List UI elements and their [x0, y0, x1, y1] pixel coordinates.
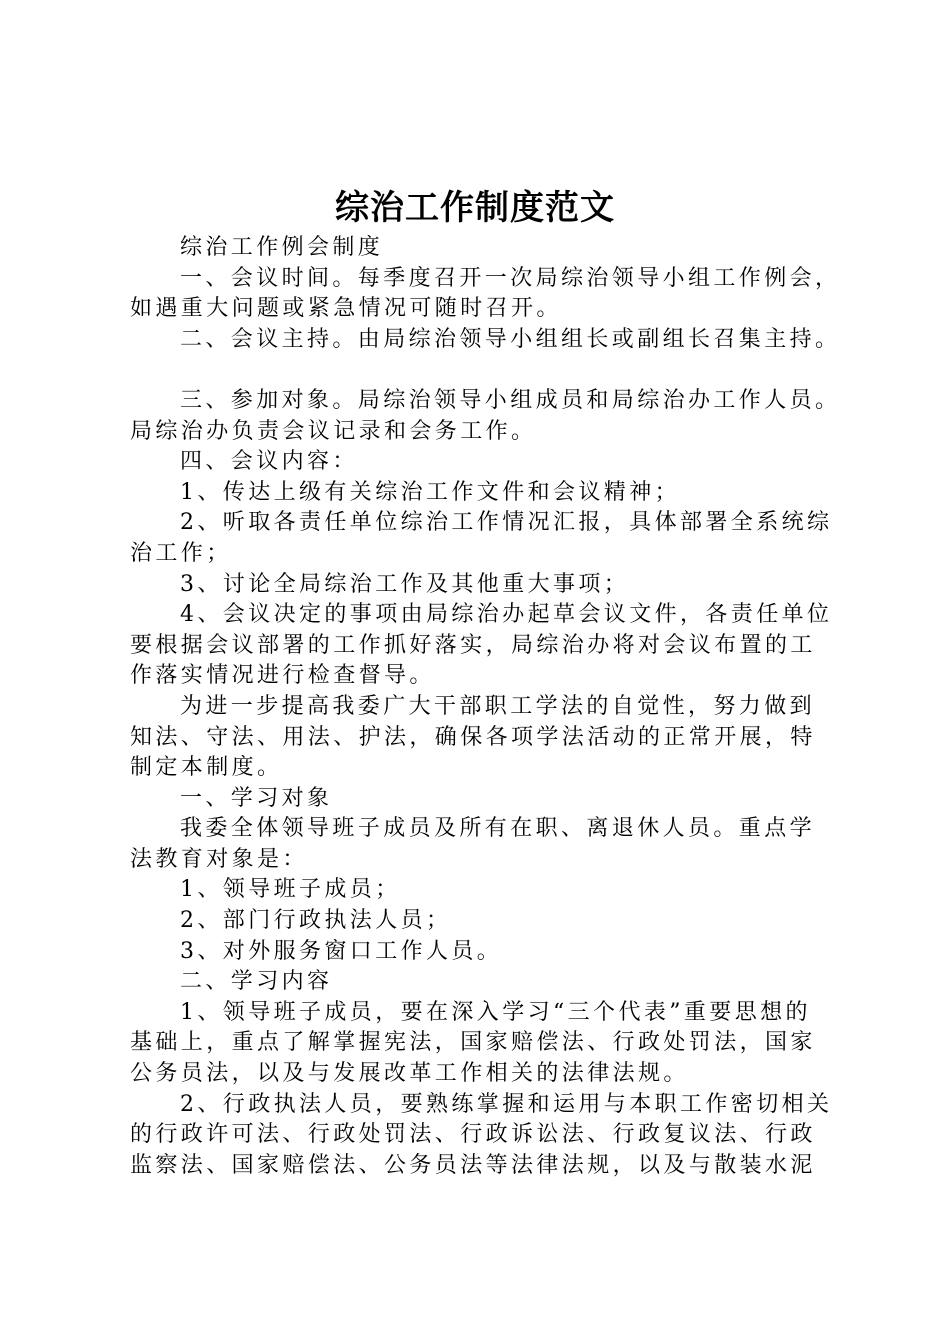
text-line: 局综治办负责会议记录和会务工作。 [130, 418, 537, 444]
text-line: 3、对外服务窗口工作人员。 [180, 938, 503, 964]
text-line: 综治工作例会制度 [180, 235, 384, 260]
text-line: 法教育对象是： [130, 846, 308, 872]
text-line: 三、参加对象。局综治领导小组成员和局综治办工作人员。 [180, 387, 841, 413]
text-line: 基础上，重点了解掌握宪法，国家赔偿法、行政处罚法，国家 [130, 1030, 816, 1056]
text-line: 2、部门行政执法人员； [180, 908, 452, 934]
paragraph [130, 447, 832, 478]
text-line: 1、领导班子成员； [180, 877, 401, 903]
text-line: 要根据会议部署的工作抓好落实，局综治办将对会议布置的工 [130, 632, 816, 658]
text-line: 4、会议决定的事项由局综治办起草会议文件，各责任单位 [180, 602, 833, 628]
text-line: 2、听取各责任单位综治工作情况汇报，具体部署全系统综 [180, 510, 833, 536]
text-line: 公务员法，以及与发展改革工作相关的法律法规。 [130, 1061, 689, 1087]
document-body [130, 233, 841, 1181]
text-line: 二、学习内容 [180, 969, 333, 995]
text-line: 治工作； [130, 540, 232, 566]
text-line: 知法、守法、用法、护法，确保各项学法活动的正常开展，特 [130, 724, 816, 750]
paragraph [130, 478, 832, 509]
text-line: 如遇重大问题或紧急情况可随时召开。 [130, 296, 562, 322]
document-title: 综治工作制度范文 [335, 188, 615, 228]
paragraph [130, 1090, 832, 1182]
paragraph [130, 233, 832, 264]
paragraph [130, 998, 832, 1090]
text-line: 为进一步提高我委广大干部职工学法的自觉性，努力做到 [180, 693, 816, 719]
paragraph [130, 937, 832, 968]
text-line: 1、领导班子成员，要在深入学习“三个代表”重要思想的 [180, 999, 811, 1025]
paragraph [130, 967, 832, 998]
text-line: 监察法、国家赔偿法、公务员法等法律法规，以及与散装水泥 [130, 1152, 816, 1178]
text-line: 一、学习对象 [180, 785, 333, 811]
paragraph [130, 386, 841, 447]
text-line: 3、讨论全局综治工作及其他重大事项； [180, 571, 630, 597]
text-line: 作落实情况进行检查督导。 [130, 663, 435, 689]
text-line: 制定本制度。 [130, 755, 283, 781]
text-line: 二、会议主持。由局综治领导小组组长或副组长召集主持。 [180, 326, 841, 352]
paragraph [130, 814, 832, 875]
text-line: 一、会议时间。每季度召开一次局综治领导小组工作例会， [180, 265, 841, 291]
paragraph [130, 692, 832, 784]
text-line: 四、会议内容： [180, 449, 358, 475]
paragraph [130, 264, 841, 325]
paragraph [130, 784, 832, 815]
text-line: 我委全体领导班子成员及所有在职、离退休人员。重点学 [180, 816, 816, 842]
text-line: 2、行政执法人员，要熟练掌握和运用与本职工作密切相关 [180, 1091, 833, 1117]
text-line: 的行政许可法、行政处罚法、行政诉讼法、行政复议法、行政 [130, 1122, 816, 1148]
paragraph [130, 570, 832, 601]
paragraph [130, 600, 832, 692]
paragraph [130, 508, 832, 569]
text-line: 1、传达上级有关综治工作文件和会议精神； [180, 479, 680, 505]
paragraph [130, 906, 832, 937]
paragraph [130, 875, 832, 906]
paragraph [130, 325, 841, 356]
blank-line [130, 355, 832, 386]
